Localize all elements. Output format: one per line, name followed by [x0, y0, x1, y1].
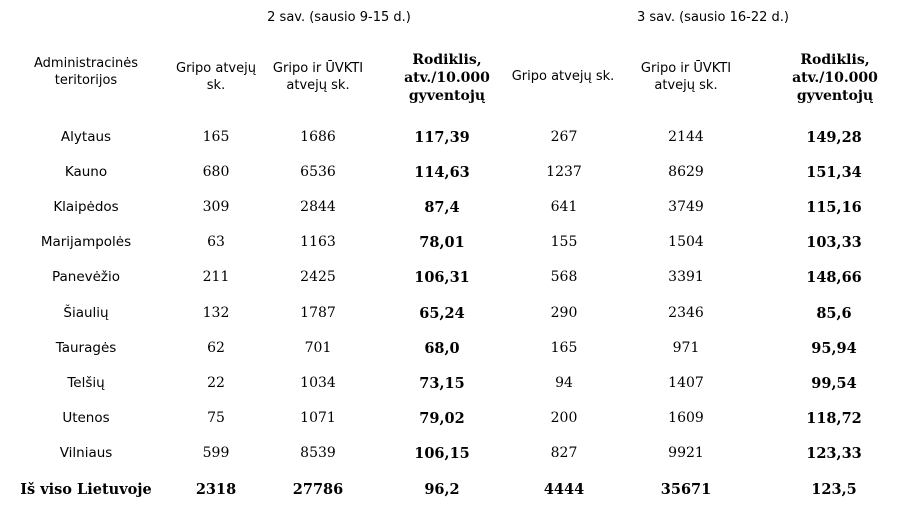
total-w2-flu: 2318 [195, 481, 237, 498]
cell-w3-rate: 118,72 [806, 410, 862, 427]
cell-w3-total: 3749 [668, 199, 704, 215]
cell-w3-rate: 148,66 [806, 269, 862, 286]
cell-w2-total: 8539 [300, 445, 336, 461]
cell-w2-total: 6536 [300, 164, 336, 180]
cell-name: Alytaus [60, 129, 112, 145]
cell-name: Šiaulių [63, 305, 109, 321]
cell-w3-total: 1609 [668, 410, 704, 426]
total-w3-rate: 123,5 [811, 481, 857, 498]
cell-w2-rate: 106,31 [414, 269, 470, 286]
column-header-w2-flu-cases: Gripo atvejų sk. [176, 61, 256, 93]
total-w2-total: 27786 [292, 481, 344, 498]
cell-w3-total: 1504 [668, 234, 704, 250]
cell-w3-rate: 115,16 [806, 199, 862, 216]
cell-w2-total: 2425 [300, 269, 336, 285]
cell-w3-flu: 641 [550, 199, 578, 215]
cell-w3-rate: 85,6 [816, 305, 852, 322]
cell-w3-flu: 1237 [546, 164, 582, 180]
period-header-week-2: 2 sav. (sausio 9-15 d.) [267, 10, 411, 25]
cell-w2-rate: 73,15 [419, 375, 465, 392]
cell-w2-flu: 75 [207, 410, 225, 426]
column-header-w3-flu-cases: Gripo atvejų sk. [511, 69, 615, 84]
cell-name: Tauragės [55, 340, 117, 356]
cell-name: Telšių [67, 375, 105, 391]
cell-w2-rate: 114,63 [414, 164, 470, 181]
column-header-territory: Administracinės teritorijos [34, 56, 138, 88]
cell-w2-flu: 62 [207, 340, 225, 356]
cell-w3-flu: 290 [550, 305, 578, 321]
cell-w2-total: 701 [304, 340, 332, 356]
cell-w2-total: 1034 [300, 375, 336, 391]
cell-name: Kauno [64, 164, 108, 180]
cell-w3-total: 9921 [668, 445, 704, 461]
cell-w3-rate: 151,34 [806, 164, 862, 181]
cell-w3-flu: 94 [555, 375, 573, 391]
cell-w2-flu: 599 [202, 445, 230, 461]
cell-w3-rate: 149,28 [806, 129, 862, 146]
cell-w2-flu: 22 [207, 375, 225, 391]
cell-w3-total: 2346 [668, 305, 704, 321]
cell-w3-rate: 123,33 [806, 445, 862, 462]
cell-w2-flu: 211 [202, 269, 230, 285]
cell-w3-flu: 827 [550, 445, 578, 461]
total-w3-flu: 4444 [543, 481, 585, 498]
cell-w2-rate: 78,01 [419, 234, 465, 251]
cell-w2-flu: 132 [202, 305, 230, 321]
cell-w2-total: 1686 [300, 129, 336, 145]
column-header-w2-flu-ari-cases: Gripo ir ŪVKTI atvejų sk. [272, 61, 364, 93]
cell-w2-total: 1163 [300, 234, 336, 250]
cell-w2-total: 2844 [300, 199, 336, 215]
cell-name: Panevėžio [51, 269, 121, 285]
cell-w2-rate: 87,4 [424, 199, 460, 216]
cell-name: Utenos [62, 410, 110, 426]
column-header-w3-rate: Rodiklis, atv./10.000 gyventojų [792, 52, 878, 104]
cell-w3-total: 971 [672, 340, 700, 356]
cell-name: Klaipėdos [53, 199, 119, 215]
cell-w2-rate: 117,39 [414, 129, 470, 146]
cell-w2-rate: 68,0 [424, 340, 460, 357]
cell-w2-flu: 309 [202, 199, 230, 215]
column-header-w3-flu-ari-cases: Gripo ir ŪVKTI atvejų sk. [640, 61, 732, 93]
total-name: Iš viso Lietuvoje [20, 481, 152, 498]
cell-w3-total: 1407 [668, 375, 704, 391]
total-w3-total: 35671 [660, 481, 712, 498]
cell-w2-flu: 63 [207, 234, 225, 250]
cell-w3-flu: 155 [550, 234, 578, 250]
cell-w3-rate: 99,54 [811, 375, 857, 392]
total-w2-rate: 96,2 [424, 481, 460, 498]
cell-w3-flu: 165 [550, 340, 578, 356]
cell-w2-rate: 79,02 [419, 410, 465, 427]
cell-w3-rate: 95,94 [811, 340, 857, 357]
cell-w3-rate: 103,33 [806, 234, 862, 251]
cell-w2-total: 1071 [300, 410, 336, 426]
cell-w3-total: 3391 [668, 269, 704, 285]
cell-w3-total: 2144 [668, 129, 704, 145]
cell-w2-total: 1787 [300, 305, 336, 321]
cell-w3-flu: 200 [550, 410, 578, 426]
column-header-w2-rate: Rodiklis, atv./10.000 gyventojų [404, 52, 490, 104]
cell-w2-rate: 65,24 [419, 305, 465, 322]
period-header-week-3: 3 sav. (sausio 16-22 d.) [637, 10, 789, 25]
cell-w3-flu: 267 [550, 129, 578, 145]
cell-w3-total: 8629 [668, 164, 704, 180]
cell-w3-flu: 568 [550, 269, 578, 285]
cell-w2-flu: 680 [202, 164, 230, 180]
cell-name: Marijampolės [40, 234, 132, 250]
cell-w2-rate: 106,15 [414, 445, 470, 462]
cell-name: Vilniaus [59, 445, 113, 461]
cell-w2-flu: 165 [202, 129, 230, 145]
